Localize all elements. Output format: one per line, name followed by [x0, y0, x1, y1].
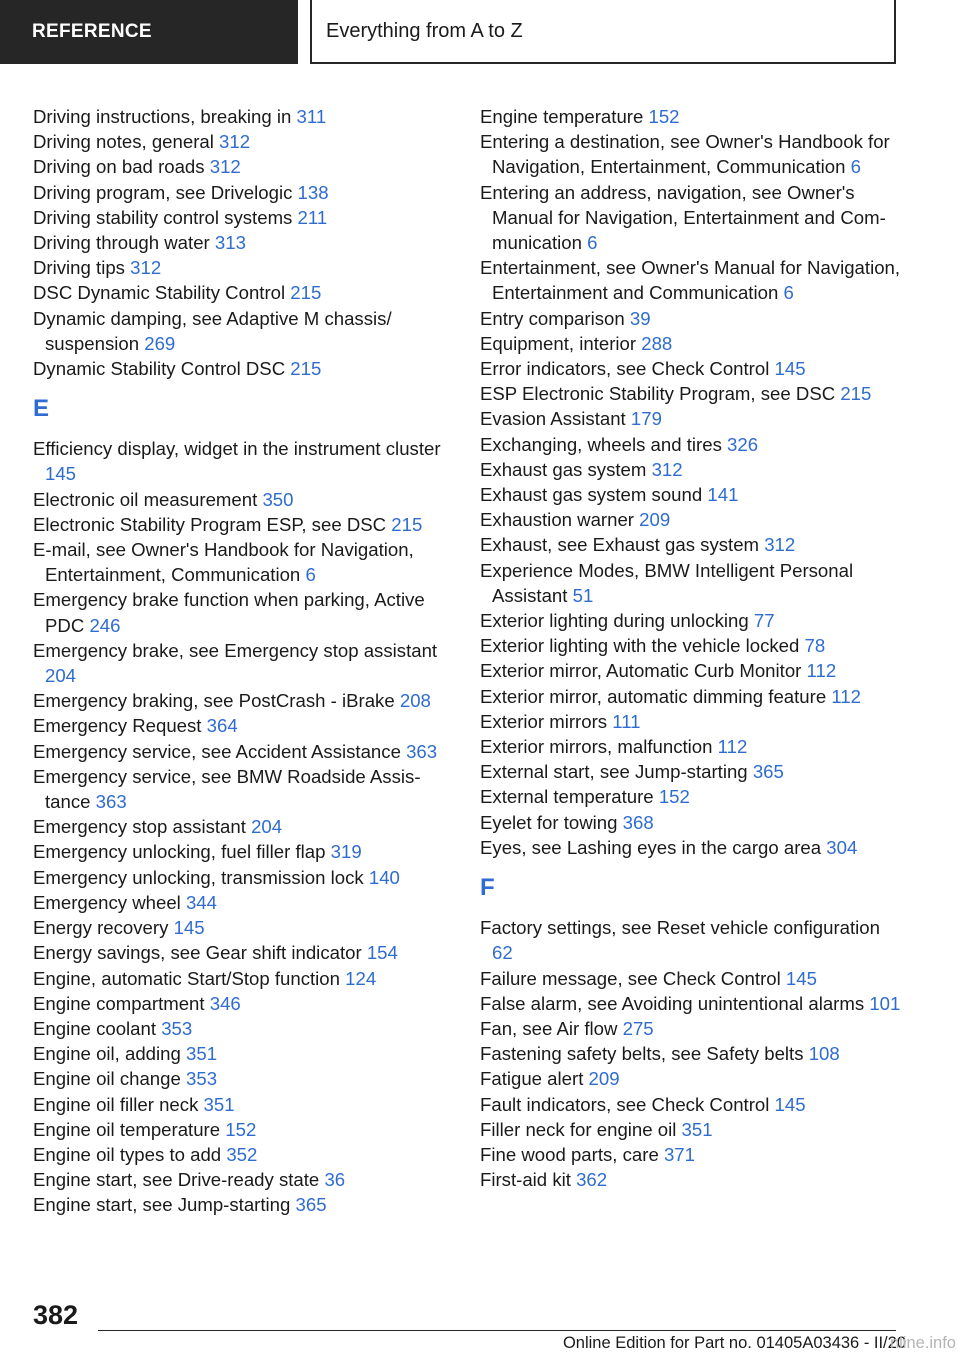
index-entry: [33, 1192, 453, 1217]
index-entry-text: DSC Dynamic Stability Control: [33, 282, 286, 304]
index-page-link[interactable]: 154: [366, 942, 398, 964]
index-entry: [480, 608, 905, 633]
index-entry: [480, 1167, 905, 1192]
index-page-link[interactable]: 312: [764, 534, 796, 556]
index-page-link[interactable]: 351: [203, 1093, 235, 1115]
index-entry: [33, 129, 453, 154]
index-entry: [480, 709, 905, 734]
index-entry-text: Emergency braking, see PostCrash - iBrake: [33, 690, 395, 712]
index-entry-text: Exhaustion warner: [480, 509, 634, 531]
index-page-link[interactable]: 363: [95, 791, 127, 813]
index-entry-text: Driving tips: [33, 257, 125, 279]
index-entry-text: Equipment, interior: [480, 332, 637, 354]
index-entry-text: Engine start, see Drive-ready state: [33, 1169, 320, 1191]
index-page-link[interactable]: 145: [785, 967, 817, 989]
index-entry-text: Error indicators, see Check Control: [480, 358, 770, 380]
index-entry: [33, 688, 453, 713]
index-entry-text: Electronic Stability Program ESP, see DSC: [33, 513, 387, 535]
index-page-link[interactable]: 346: [209, 992, 241, 1014]
index-entry: [33, 839, 453, 864]
index-column-right: [480, 104, 905, 1192]
index-entry: [33, 991, 453, 1016]
index-entry-text: Engine, automatic Start/Stop function: [33, 967, 340, 989]
index-page-link[interactable]: 215: [290, 282, 322, 304]
index-page-link[interactable]: 313: [214, 232, 246, 254]
index-page-link[interactable]: 288: [641, 332, 673, 354]
index-entry: [33, 306, 453, 356]
index-entry: [480, 482, 905, 507]
index-entry-text: Driving on bad roads: [33, 156, 205, 178]
index-entry: [33, 255, 453, 280]
index-entry-text: Entertainment, see Owner's Manual for Navigation, Entertainment and Communication: [480, 257, 901, 304]
index-page-link[interactable]: 326: [727, 433, 759, 455]
index-entry-text: Evasion Assistant: [480, 408, 626, 430]
index-entry-text: Exhaust gas system sound: [480, 484, 703, 506]
index-entry-text: Emergency brake function when parking, Active PDC: [33, 589, 425, 636]
index-page-link[interactable]: 211: [297, 206, 328, 228]
index-entry-text: Engine oil temperature: [33, 1118, 221, 1140]
index-entry: [33, 940, 453, 965]
index-entry-text: Emergency wheel: [33, 891, 181, 913]
index-entry-text: Eyes, see Lashing eyes in the cargo area: [480, 836, 822, 858]
watermark: nline.info: [889, 1334, 956, 1352]
index-entry: [480, 1016, 905, 1041]
index-entry: [480, 915, 905, 965]
index-entry: [480, 759, 905, 784]
index-page-link[interactable]: 152: [225, 1118, 257, 1140]
index-entry: [33, 356, 453, 381]
index-entry: [480, 406, 905, 431]
index-entry-text: Fastening safety belts, see Safety belts: [480, 1043, 804, 1065]
index-entry-text: Engine start, see Jump-starting: [33, 1194, 291, 1216]
index-entry: [480, 457, 905, 482]
index-page-link[interactable]: 36: [324, 1169, 346, 1191]
index-page-link[interactable]: 6: [783, 282, 794, 304]
index-page-link[interactable]: 208: [399, 690, 431, 712]
index-page-link[interactable]: 344: [185, 891, 217, 913]
index-page-link[interactable]: 179: [630, 408, 662, 430]
index-entry-text: False alarm, see Avoiding unintentional alarms: [480, 992, 865, 1014]
index-entry: [33, 713, 453, 738]
index-page-link[interactable]: 209: [639, 509, 671, 531]
index-entry: [480, 966, 905, 991]
index-entry: [480, 507, 905, 532]
index-entry-text: Emergency stop assistant: [33, 816, 246, 838]
index-entry-text: Failure message, see Check Control: [480, 967, 781, 989]
index-page-link[interactable]: 351: [186, 1043, 218, 1065]
index-entry-text: Exhaust gas system: [480, 458, 647, 480]
index-entry: [480, 1066, 905, 1091]
index-page-link[interactable]: 312: [130, 257, 162, 279]
index-page-link[interactable]: 77: [753, 610, 775, 632]
index-entry-text: Engine oil change: [33, 1068, 181, 1090]
index-page-link[interactable]: 145: [774, 1093, 806, 1115]
index-entry-text: Driving stability control systems: [33, 206, 293, 228]
index-entry: [33, 1117, 453, 1142]
index-entry-text: Eyelet for towing: [480, 811, 618, 833]
index-entry: [33, 966, 453, 991]
index-page-link[interactable]: 353: [161, 1017, 193, 1039]
index-entry: [33, 1092, 453, 1117]
index-entry-text: Engine oil filler neck: [33, 1093, 199, 1115]
index-entry-text: Efficiency display, widget in the instrument cluster: [33, 438, 441, 460]
index-page-link[interactable]: 364: [206, 715, 238, 737]
index-entry-text: Exterior lighting with the vehicle locked: [480, 635, 800, 657]
index-page-link[interactable]: 111: [612, 710, 641, 732]
index-page-link[interactable]: 124: [345, 967, 377, 989]
index-page-link[interactable]: 319: [330, 841, 362, 863]
index-entry: [480, 432, 905, 457]
index-entry: [33, 104, 453, 129]
index-page-link[interactable]: 112: [806, 660, 837, 682]
index-page-link[interactable]: 353: [186, 1068, 218, 1090]
index-entry-text: Emergency unlocking, fuel filler flap: [33, 841, 326, 863]
footer-divider: [98, 1330, 896, 1331]
index-entry: [480, 658, 905, 683]
index-entry: [33, 436, 453, 486]
index-entry: [480, 356, 905, 381]
index-page-link[interactable]: 108: [808, 1043, 840, 1065]
index-entry: [33, 180, 453, 205]
index-entry: [480, 180, 905, 256]
index-entry-text: Driving program, see Drivelogic: [33, 181, 293, 203]
index-entry-text: Engine coolant: [33, 1017, 157, 1039]
index-entry: [33, 814, 453, 839]
index-entry-text: E-mail, see Owner's Handbook for Navigation, Entertainment, Communication: [33, 539, 414, 586]
index-entry-text: Exterior mirror, automatic dimming feature: [480, 685, 827, 707]
index-entry: [33, 230, 453, 255]
index-page-link[interactable]: 362: [576, 1169, 608, 1191]
index-page-link[interactable]: 112: [717, 736, 748, 758]
index-entry-text: Energy savings, see Gear shift indicator: [33, 942, 362, 964]
index-entry-text: Engine temperature: [480, 106, 644, 127]
index-page-link[interactable]: 365: [752, 761, 784, 783]
index-entry-text: Exterior lighting during unlocking: [480, 610, 749, 632]
section-label: REFERENCE: [32, 21, 152, 42]
index-entry-text: Fatigue alert: [480, 1068, 584, 1090]
index-page-link[interactable]: 141: [707, 484, 739, 506]
index-entry: [480, 835, 905, 860]
index-entry-text: Emergency unlocking, transmission lock: [33, 866, 364, 888]
index-entry-text: Exterior mirrors: [480, 710, 608, 732]
index-entry-text: Driving notes, general: [33, 131, 214, 153]
index-entry-text: Filler neck for engine oil: [480, 1118, 677, 1140]
index-entry: [33, 764, 453, 814]
index-page-link[interactable]: 312: [219, 131, 251, 153]
index-page-link[interactable]: 275: [622, 1017, 654, 1039]
index-entry: [33, 587, 453, 637]
index-entry: [33, 865, 453, 890]
index-entry: [33, 739, 453, 764]
index-entry: [480, 1117, 905, 1142]
index-page-link[interactable]: 140: [368, 866, 400, 888]
index-page-link[interactable]: 6: [850, 156, 861, 178]
index-page-link[interactable]: 51: [572, 584, 594, 606]
index-entry-text: Experience Modes, BMW Intelligent Personal Assistant: [480, 559, 854, 606]
index-page-link[interactable]: 209: [588, 1068, 620, 1090]
index-page-link[interactable]: 246: [89, 614, 121, 636]
index-letter-heading: F: [480, 874, 495, 902]
index-entry-text: External temperature: [480, 786, 654, 808]
index-page-link[interactable]: 312: [651, 458, 683, 480]
index-page-link[interactable]: 204: [45, 665, 77, 687]
index-page-link[interactable]: 138: [297, 181, 329, 203]
index-entry-text: Fan, see Air flow: [480, 1017, 618, 1039]
index-entry-text: Exterior mirrors, malfunction: [480, 736, 713, 758]
index-entry-text: Exhaust, see Exhaust gas system: [480, 534, 760, 556]
index-page-link[interactable]: 101: [869, 992, 901, 1014]
index-entry-text: Exterior mirror, Automatic Curb Monitor: [480, 660, 802, 682]
index-page-link[interactable]: 215: [840, 383, 872, 405]
index-entry-text: Driving instructions, breaking in: [33, 106, 292, 127]
index-page-link[interactable]: 6: [305, 564, 316, 586]
index-entry: [33, 154, 453, 179]
index-page-link[interactable]: 112: [831, 685, 861, 707]
index-page-link[interactable]: 351: [681, 1118, 713, 1140]
index-page-link[interactable]: 311: [296, 106, 327, 127]
index-letter-heading: E: [33, 395, 50, 423]
index-page-link[interactable]: 371: [663, 1143, 695, 1165]
index-entry: [480, 784, 905, 809]
index-page-link[interactable]: 215: [391, 513, 423, 535]
index-page-link[interactable]: 39: [629, 307, 651, 329]
index-entry: [33, 1167, 453, 1192]
index-entry-text: Energy recovery: [33, 917, 169, 939]
index-entry: [480, 306, 905, 331]
index-entry: [33, 1142, 453, 1167]
index-page-link[interactable]: 365: [295, 1194, 327, 1216]
index-entry-text: Dynamic Stability Control DSC: [33, 358, 286, 380]
index-page-link[interactable]: 350: [262, 488, 294, 510]
index-page-link[interactable]: 145: [45, 463, 77, 485]
index-entry-text: Emergency brake, see Emergency stop assistant: [33, 639, 438, 661]
index-page-link[interactable]: 269: [144, 332, 176, 354]
page-title: Everything from A to Z: [326, 19, 523, 42]
index-entry: [480, 734, 905, 759]
index-entry-text: Engine oil types to add: [33, 1143, 222, 1165]
index-entry: [33, 1066, 453, 1091]
index-entry-text: ESP Electronic Stability Program, see DSC: [480, 383, 836, 405]
section-tab: [0, 0, 298, 64]
index-entry-text: Emergency Request: [33, 715, 202, 737]
index-entry-text: Entering an address, navigation, see Owner's Manual for Navigation, Entertainment and Communication: [480, 181, 886, 254]
index-entry: [33, 915, 453, 940]
index-page-link[interactable]: 152: [648, 106, 680, 127]
index-page-link[interactable]: 145: [774, 358, 806, 380]
index-page-link[interactable]: 312: [209, 156, 241, 178]
index-entry: [480, 381, 905, 406]
index-column-left: [33, 104, 453, 1218]
index-entry-text: External start, see Jump-starting: [480, 761, 748, 783]
index-entry-text: First-aid kit: [480, 1169, 571, 1191]
index-entry: [33, 890, 453, 915]
header-title-box: [310, 0, 896, 64]
index-entry: [480, 633, 905, 658]
index-entry-text: Dynamic damping, see Adaptive M chassis/ suspension: [33, 307, 392, 354]
index-page-link[interactable]: 78: [804, 635, 826, 657]
index-entry: [480, 991, 905, 1016]
index-page-link[interactable]: 352: [226, 1143, 258, 1165]
index-page-link[interactable]: 6: [587, 232, 598, 254]
index-entry-text: Factory settings, see Reset vehicle configuration: [480, 917, 880, 939]
edition-text: Online Edition for Part no. 01405A03436 - II/20: [562, 1334, 906, 1352]
index-entry: [480, 104, 905, 129]
index-page-link[interactable]: 304: [826, 836, 858, 858]
index-entry-text: Engine compartment: [33, 992, 205, 1014]
index-entry: [33, 280, 453, 305]
index-page-link[interactable]: 62: [492, 942, 513, 964]
index-entry-text: Exchanging, wheels and tires: [480, 433, 722, 455]
index-entry: [480, 558, 905, 608]
index-entry: [33, 487, 453, 512]
index-entry: [480, 1041, 905, 1066]
index-entry-text: Electronic oil measurement: [33, 488, 258, 510]
index-entry: [480, 331, 905, 356]
index-entry-text: Emergency service, see Accident Assistance: [33, 740, 401, 762]
index-entry: [480, 684, 905, 709]
index-entry: [33, 205, 453, 230]
index-entry: [33, 1041, 453, 1066]
index-entry: [480, 1092, 905, 1117]
index-entry-text: Engine oil, adding: [33, 1043, 181, 1065]
index-entry-text: Fine wood parts, care: [480, 1143, 659, 1165]
index-entry: [33, 512, 453, 537]
index-entry: [480, 1142, 905, 1167]
page-number: 382: [33, 1300, 79, 1330]
index-entry: [480, 129, 905, 179]
index-entry-text: Entering a destination, see Owner's Handbook for Navigation, Entertainment, Communication: [480, 131, 890, 178]
index-entry: [480, 255, 905, 305]
index-entry-text: Fault indicators, see Check Control: [480, 1093, 770, 1115]
index-entry: [480, 532, 905, 557]
index-entry: [480, 810, 905, 835]
index-entry-text: Entry comparison: [480, 307, 625, 329]
index-page-link[interactable]: 363: [406, 740, 438, 762]
index-entry-text: Emergency service, see BMW Roadside Assistance: [33, 765, 421, 813]
index-entry: [33, 1016, 453, 1041]
index-page-link[interactable]: 152: [658, 786, 690, 808]
index-page-link[interactable]: 215: [290, 358, 322, 380]
index-page-link[interactable]: 368: [622, 811, 654, 833]
index-entry: [33, 537, 453, 587]
index-entry-text: Driving through water: [33, 232, 210, 254]
index-page-link[interactable]: 204: [251, 816, 283, 838]
index-page-link[interactable]: 145: [173, 917, 205, 939]
index-entry: [33, 638, 453, 688]
